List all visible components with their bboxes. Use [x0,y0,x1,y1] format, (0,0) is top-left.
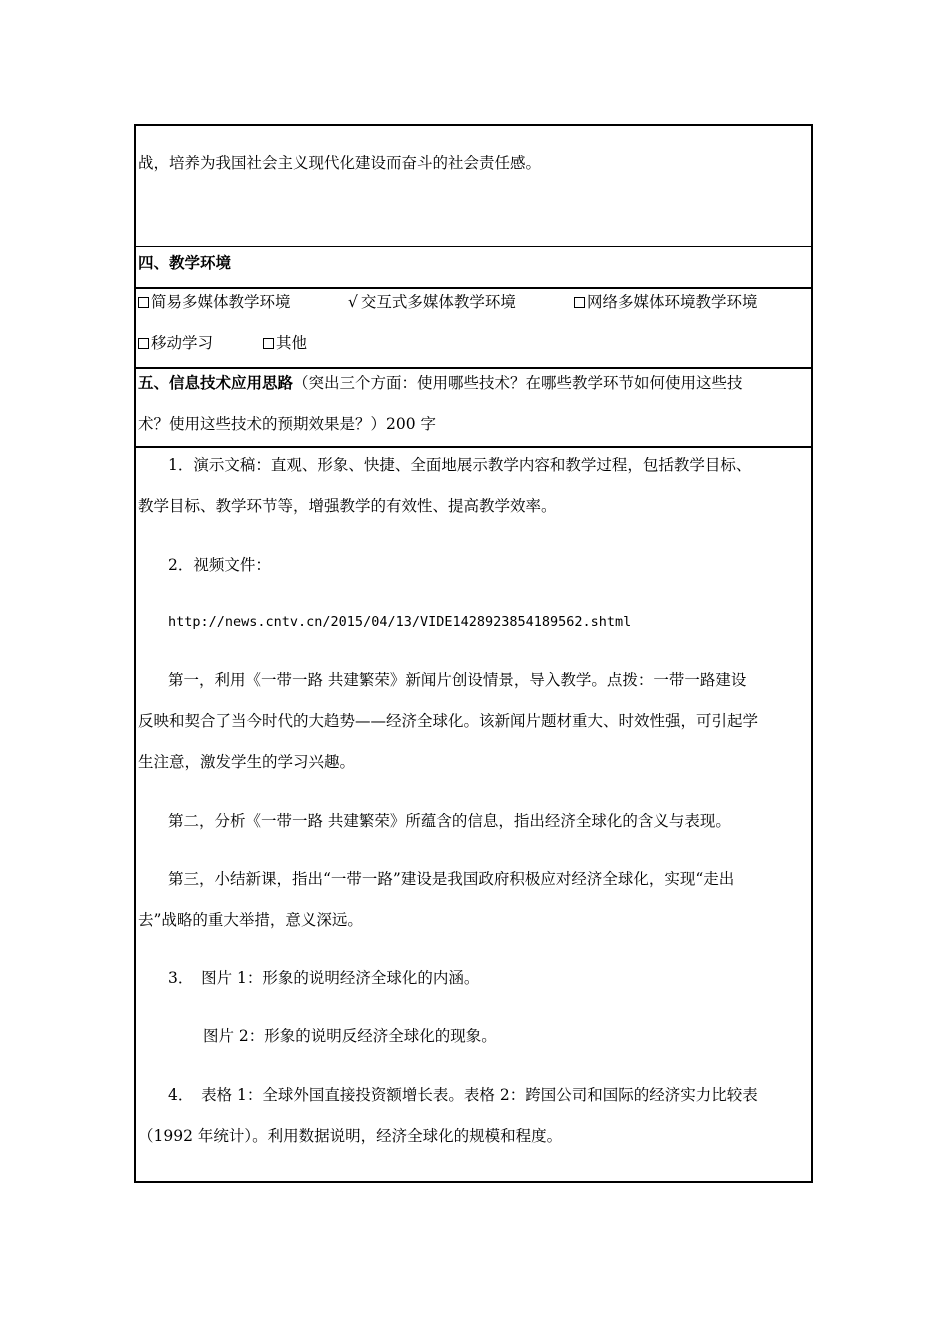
option-simple-multimedia[interactable] [138,292,291,312]
row-divider [136,287,811,289]
option-other[interactable] [263,333,307,353]
paragraph-3-cont: 反映和契合了当今时代的大趋势——经济全球化。该新闻片题材重大、时效性强，可引起学 [138,712,759,730]
checkbox-unchecked-icon[interactable] [138,297,149,308]
section5-desc-line2: 术？使用这些技术的预期效果是？）200 字 [138,415,437,433]
section5-heading [138,373,743,393]
checkbox-unchecked-icon[interactable] [263,338,274,349]
lesson-plan-table [134,124,813,1183]
checkbox-unchecked-icon[interactable] [138,338,149,349]
option-interactive-multimedia[interactable] [348,292,516,312]
paragraph-3-cont: 生注意，激发学生的学习兴趣。 [138,753,356,771]
paragraph-6-cont: 图片 2：形象的说明反经济全球化的现象。 [203,1027,497,1045]
section5-desc-line1: （突出三个方面：使用哪些技术？在哪些教学环节如何使用这些技 [293,374,743,392]
row-divider [136,367,811,369]
check-mark-icon[interactable]: √ [348,293,358,311]
video-url-link[interactable]: http://news.cntv.cn/2015/04/13/VIDE1428923854189562.shtml [168,614,632,630]
row-divider [136,446,811,448]
option-mobile-learning[interactable] [138,333,213,353]
paragraph-1: 1．演示文稿：直观、形象、快捷、全面地展示教学内容和教学过程，包括教学目标、 [168,456,752,474]
checkbox-unchecked-icon[interactable] [574,297,585,308]
paragraph-5-cont: 去”战略的重大举措，意义深远。 [138,911,363,929]
option-label: 移动学习 [151,334,214,352]
option-label: 网络多媒体环境教学环境 [587,293,758,311]
paragraph-7: 4． 表格 1：全球外国直接投资额增长表。表格 2：跨国公司和国际的经济实力比较表 [168,1086,758,1104]
option-label: 交互式多媒体教学环境 [360,293,516,311]
option-label: 简易多媒体教学环境 [151,293,291,311]
option-label: 其他 [276,334,308,352]
paragraph-3: 第一，利用《一带一路 共建繁荣》新闻片创设情景，导入教学。点拨：一带一路建设 [168,671,747,689]
section4-title: 四、教学环境 [138,253,232,272]
paragraph-5: 第三，小结新课，指出“一带一路”建设是我国政府积极应对经济全球化，实现“走出 [168,870,735,888]
paragraph-6: 3． 图片 1：形象的说明经济全球化的内涵。 [168,969,480,987]
section5-title: 五、信息技术应用思路 [138,373,294,392]
continued-text: 战，培养为我国社会主义现代化建设而奋斗的社会责任感。 [138,154,542,172]
paragraph-1-cont: 教学目标、教学环节等，增强教学的有效性、提高教学效率。 [138,497,557,515]
row-divider [136,246,811,247]
paragraph-7-cont: （1992 年统计）。利用数据说明，经济全球化的规模和程度。 [138,1127,563,1145]
paragraph-2: 2．视频文件： [168,556,271,574]
option-network-multimedia[interactable] [574,292,758,312]
paragraph-4: 第二，分析《一带一路 共建繁荣》所蕴含的信息，指出经济全球化的含义与表现。 [168,812,731,830]
